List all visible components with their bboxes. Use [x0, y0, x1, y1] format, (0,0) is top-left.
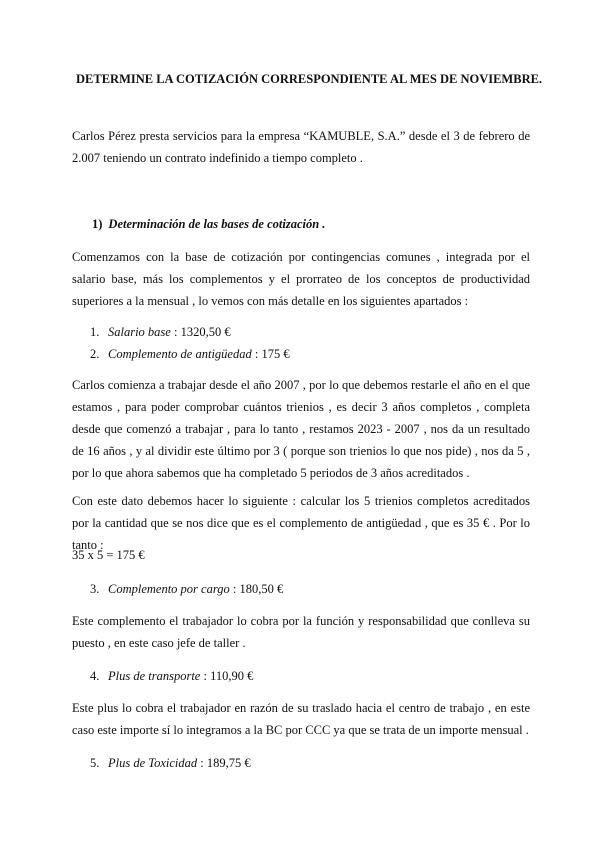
intro-paragraph: Carlos Pérez presta servicios para la empresa “KAMUBLE, S.A.” desde el 3 de febrero de 2.007 teniendo un contrato indefinido a tiempo completo .: [72, 129, 530, 165]
list-item-number: 5.: [90, 756, 100, 770]
base-paragraph: Comenzamos con la base de cotización por contingencias comunes , integrada por el salario base, más los complementos y el prorrateo de los conceptos de productividad superiores a la mensual , lo vemos con más detalle en los siguientes apartados :: [72, 250, 530, 308]
list-item-value: : 189,75 €: [200, 756, 251, 770]
list-item-label: Plus de Toxicidad: [108, 756, 198, 770]
list-item: [90, 665, 548, 687]
list-item: [90, 343, 548, 365]
list-item-number: 1.: [90, 325, 100, 339]
list-item-number: 4.: [90, 669, 100, 683]
list-item-value: : 110,90 €: [203, 669, 254, 683]
document-title: DETERMINE LA COTIZACIÓN CORRESPONDIENTE AL MES DE NOVIEMBRE.: [76, 72, 543, 86]
section-heading: [92, 213, 550, 235]
list-item-label: Complemento de antigüedad: [108, 347, 252, 361]
list-item: [90, 578, 548, 600]
list-item-label: Plus de transporte: [108, 669, 201, 683]
cargo-paragraph: Este complemento el trabajador lo cobra por la función y responsabilidad que conlleva su puesto , en este caso jefe de taller .: [72, 614, 530, 650]
list-item-value: : 180,50 €: [232, 582, 284, 596]
list-item: [90, 752, 548, 774]
trienios-paragraph: Carlos comienza a trabajar desde el año 2007 , por lo que debemos restarle el año en el que estamos , para poder comprobar cuántos trienios , es decir 3 años completos , completa desde que comenzó a trabajar , para lo tanto , restamos 2023 - 2007 , nos da un resultado de 16 años , y al dividir este último por 3 ( porque son trienios lo que nos pide) , nos da 5 , por lo que ahora sabemos que ha completado 5 periodos de 3 años acreditados .: [72, 378, 530, 480]
list-item-label: Salario base: [108, 325, 171, 339]
transporte-paragraph: Este plus lo cobra el trabajador en razón de su traslado hacia el centro de trabajo , en este caso este importe sí lo integramos a la BC por CCC ya que se trata de un importe mensual .: [72, 701, 530, 737]
list-item: [90, 321, 548, 343]
list-item-label: Complemento por cargo: [108, 582, 230, 596]
list-item-number: 2.: [90, 347, 100, 361]
section-title: Determinación de las bases de cotización .: [108, 217, 326, 231]
list-item-value: : 175 €: [254, 347, 290, 361]
calculo-paragraph: Con este dato debemos hacer lo siguiente : calcular los 5 trienios completos acreditados por la cantidad que se nos dice que es el complemento de antigüedad , que es 35 € . Por lo tanto :: [72, 494, 530, 552]
list-item-value: : 1320,50 €: [173, 325, 231, 339]
section-number: 1): [92, 217, 103, 231]
formula: 35 x 5 = 175 €: [72, 548, 145, 562]
list-item-number: 3.: [90, 582, 100, 596]
